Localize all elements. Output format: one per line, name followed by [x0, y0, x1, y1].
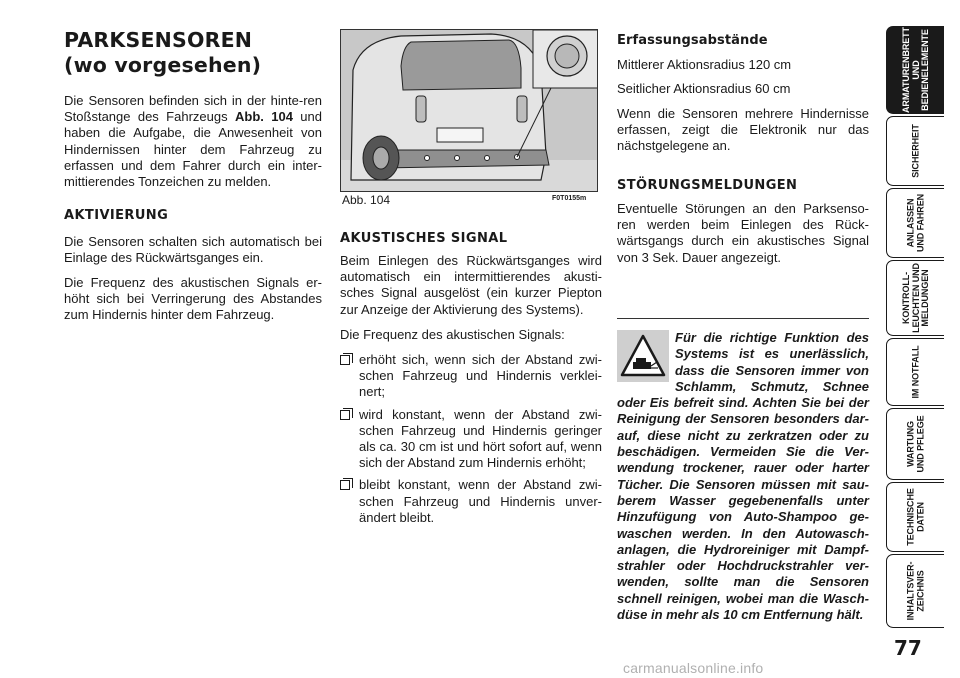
- tab-kontrollleuchten[interactable]: KONTROLL- LEUCHTEN UND MELDUNGEN: [886, 260, 944, 336]
- watermark: carmanualsonline.info: [623, 660, 764, 676]
- range-side: Seitlicher Aktionsradius 60 cm: [617, 81, 791, 96]
- van-rear-illustration: [341, 30, 598, 192]
- sensor-dot: [455, 156, 460, 161]
- list-item: erhöht sich, wenn sich der Abstand zwi-schen Fahrzeug und Hindernis verklei-nert;: [340, 352, 602, 401]
- signal-heading: AKUSTISCHES SIGNAL: [340, 231, 508, 246]
- tab-sicherheit[interactable]: SICHERHEIT: [886, 116, 944, 186]
- figure-reference: Abb. 104: [234, 109, 293, 125]
- page-number: 77: [894, 636, 922, 660]
- figure-van-rear: [340, 29, 598, 192]
- list-item: wird konstant, wenn der Abstand zwi-schen Fahrzeug und Hindernis geringer als ca. 30 cm ist und hört sofort auf, wenn sich der Abstand zum Hindernis erhöht;: [340, 407, 602, 472]
- tab-technische-daten[interactable]: TECHNISCHE DATEN: [886, 482, 944, 552]
- tab-bar-edge: [944, 24, 960, 620]
- range-middle: Mittlerer Aktionsradius 120 cm: [617, 57, 792, 72]
- warning-divider: [617, 318, 869, 319]
- errors-paragraph: Eventuelle Störungen an den Parksenso-ren werden beim Einlegen des Rück-wärtsgangs durch ein akustisches Signal von 3 Sek. Dauer angezeigt.: [617, 201, 869, 265]
- page-subtitle: (wo vorgesehen): [64, 53, 262, 77]
- tab-inhaltsverzeichnis[interactable]: INHALTSVER- ZEICHNIS: [886, 554, 944, 628]
- tab-wartung-und-pflege[interactable]: WARTUNG UND PFLEGE: [886, 408, 944, 480]
- page-title: PARKSENSOREN: [64, 28, 253, 52]
- ranges-note: Wenn die Sensoren mehrere Hindernisse erfassen, zeigt die Elektronik nur das nächstgelegene an.: [617, 106, 869, 154]
- tab-im-notfall[interactable]: IM NOTFALL: [886, 338, 944, 406]
- errors-heading: STÖRUNGSMELDUNGEN: [617, 178, 798, 193]
- sensor-dot: [425, 156, 430, 161]
- intro-paragraph: Die Sensoren befinden sich in der hinte-ren Stoßstange des Fahrzeugs Abb. 104 und haben die Aufgabe, die Anwesenheit von Hindernissen hinter dem Fahrzeug zu erfassen und dem Fahrer durch ein inter-mittierendes Tonzeichen zu melden.: [64, 93, 322, 190]
- ranges-heading: Erfassungsabstände: [617, 33, 768, 48]
- figure-caption: Abb. 104: [342, 193, 391, 207]
- signal-paragraph-2: Die Frequenz des akustischen Signals:: [340, 327, 565, 342]
- activation-heading: AKTIVIERUNG: [64, 208, 169, 223]
- tab-anlassen-und-fahren[interactable]: ANLASSEN UND FAHREN: [886, 188, 944, 258]
- activation-paragraph-1: Die Sensoren schalten sich automatisch bei Einlage des Rückwärtsganges ein.: [64, 234, 322, 266]
- activation-paragraph-2: Die Frequenz des akustischen Signals er-höht sich bei Verringerung des Abstandes zum Hindernis hinter dem Fahrzeug.: [64, 275, 322, 323]
- warning-text: Für die richtige Funktion des Systems ist es unerlässlich, dass die Sensoren immer von Schlamm, Schmutz, Schnee oder Eis befreit sind. Achten Sie bei der Reinigung der Sensoren besonders dar-auf, diese nicht zu zerkratzen oder zu beschädigen. Vermeiden Sie die Ver-wendung trockener, rauer oder harter Tücher. Die Sensoren müssen mit sau-berem Wasser gegebenenfalls unter Hinzufügung von Auto-Shampoo ge-waschen werden. In den Autowasch-anlagen, die Hydroreiniger mit Dampf-strahler oder Hochdruckstrahler ver-wenden, sollte man die Sensoren schnell reinigen, wobei man die Wasch-düse in mehr als 10 cm Entfernung hält.: [617, 330, 869, 623]
- checkbox-bullet-icon: [340, 355, 350, 365]
- signal-paragraph-1: Beim Einlegen des Rückwärtsganges wird automatisch ein intermittierendes akusti-sches Signal ausgelöst (ein kurzer Piepton zur Anzeige der Aktivierung des Systems).: [340, 253, 602, 317]
- signal-list: [340, 352, 602, 526]
- sensor-dot: [485, 156, 490, 161]
- figure-code: F0T0155m: [552, 195, 587, 202]
- tab-armaturenbrett[interactable]: ARMATURENBRETT UND BEDIENELEMENTE: [886, 26, 944, 114]
- checkbox-bullet-icon: [340, 480, 350, 490]
- list-item: bleibt konstant, wenn der Abstand zwi-schen Fahrzeug und Hindernis unver-ändert bleibt.: [340, 477, 602, 526]
- checkbox-bullet-icon: [340, 410, 350, 420]
